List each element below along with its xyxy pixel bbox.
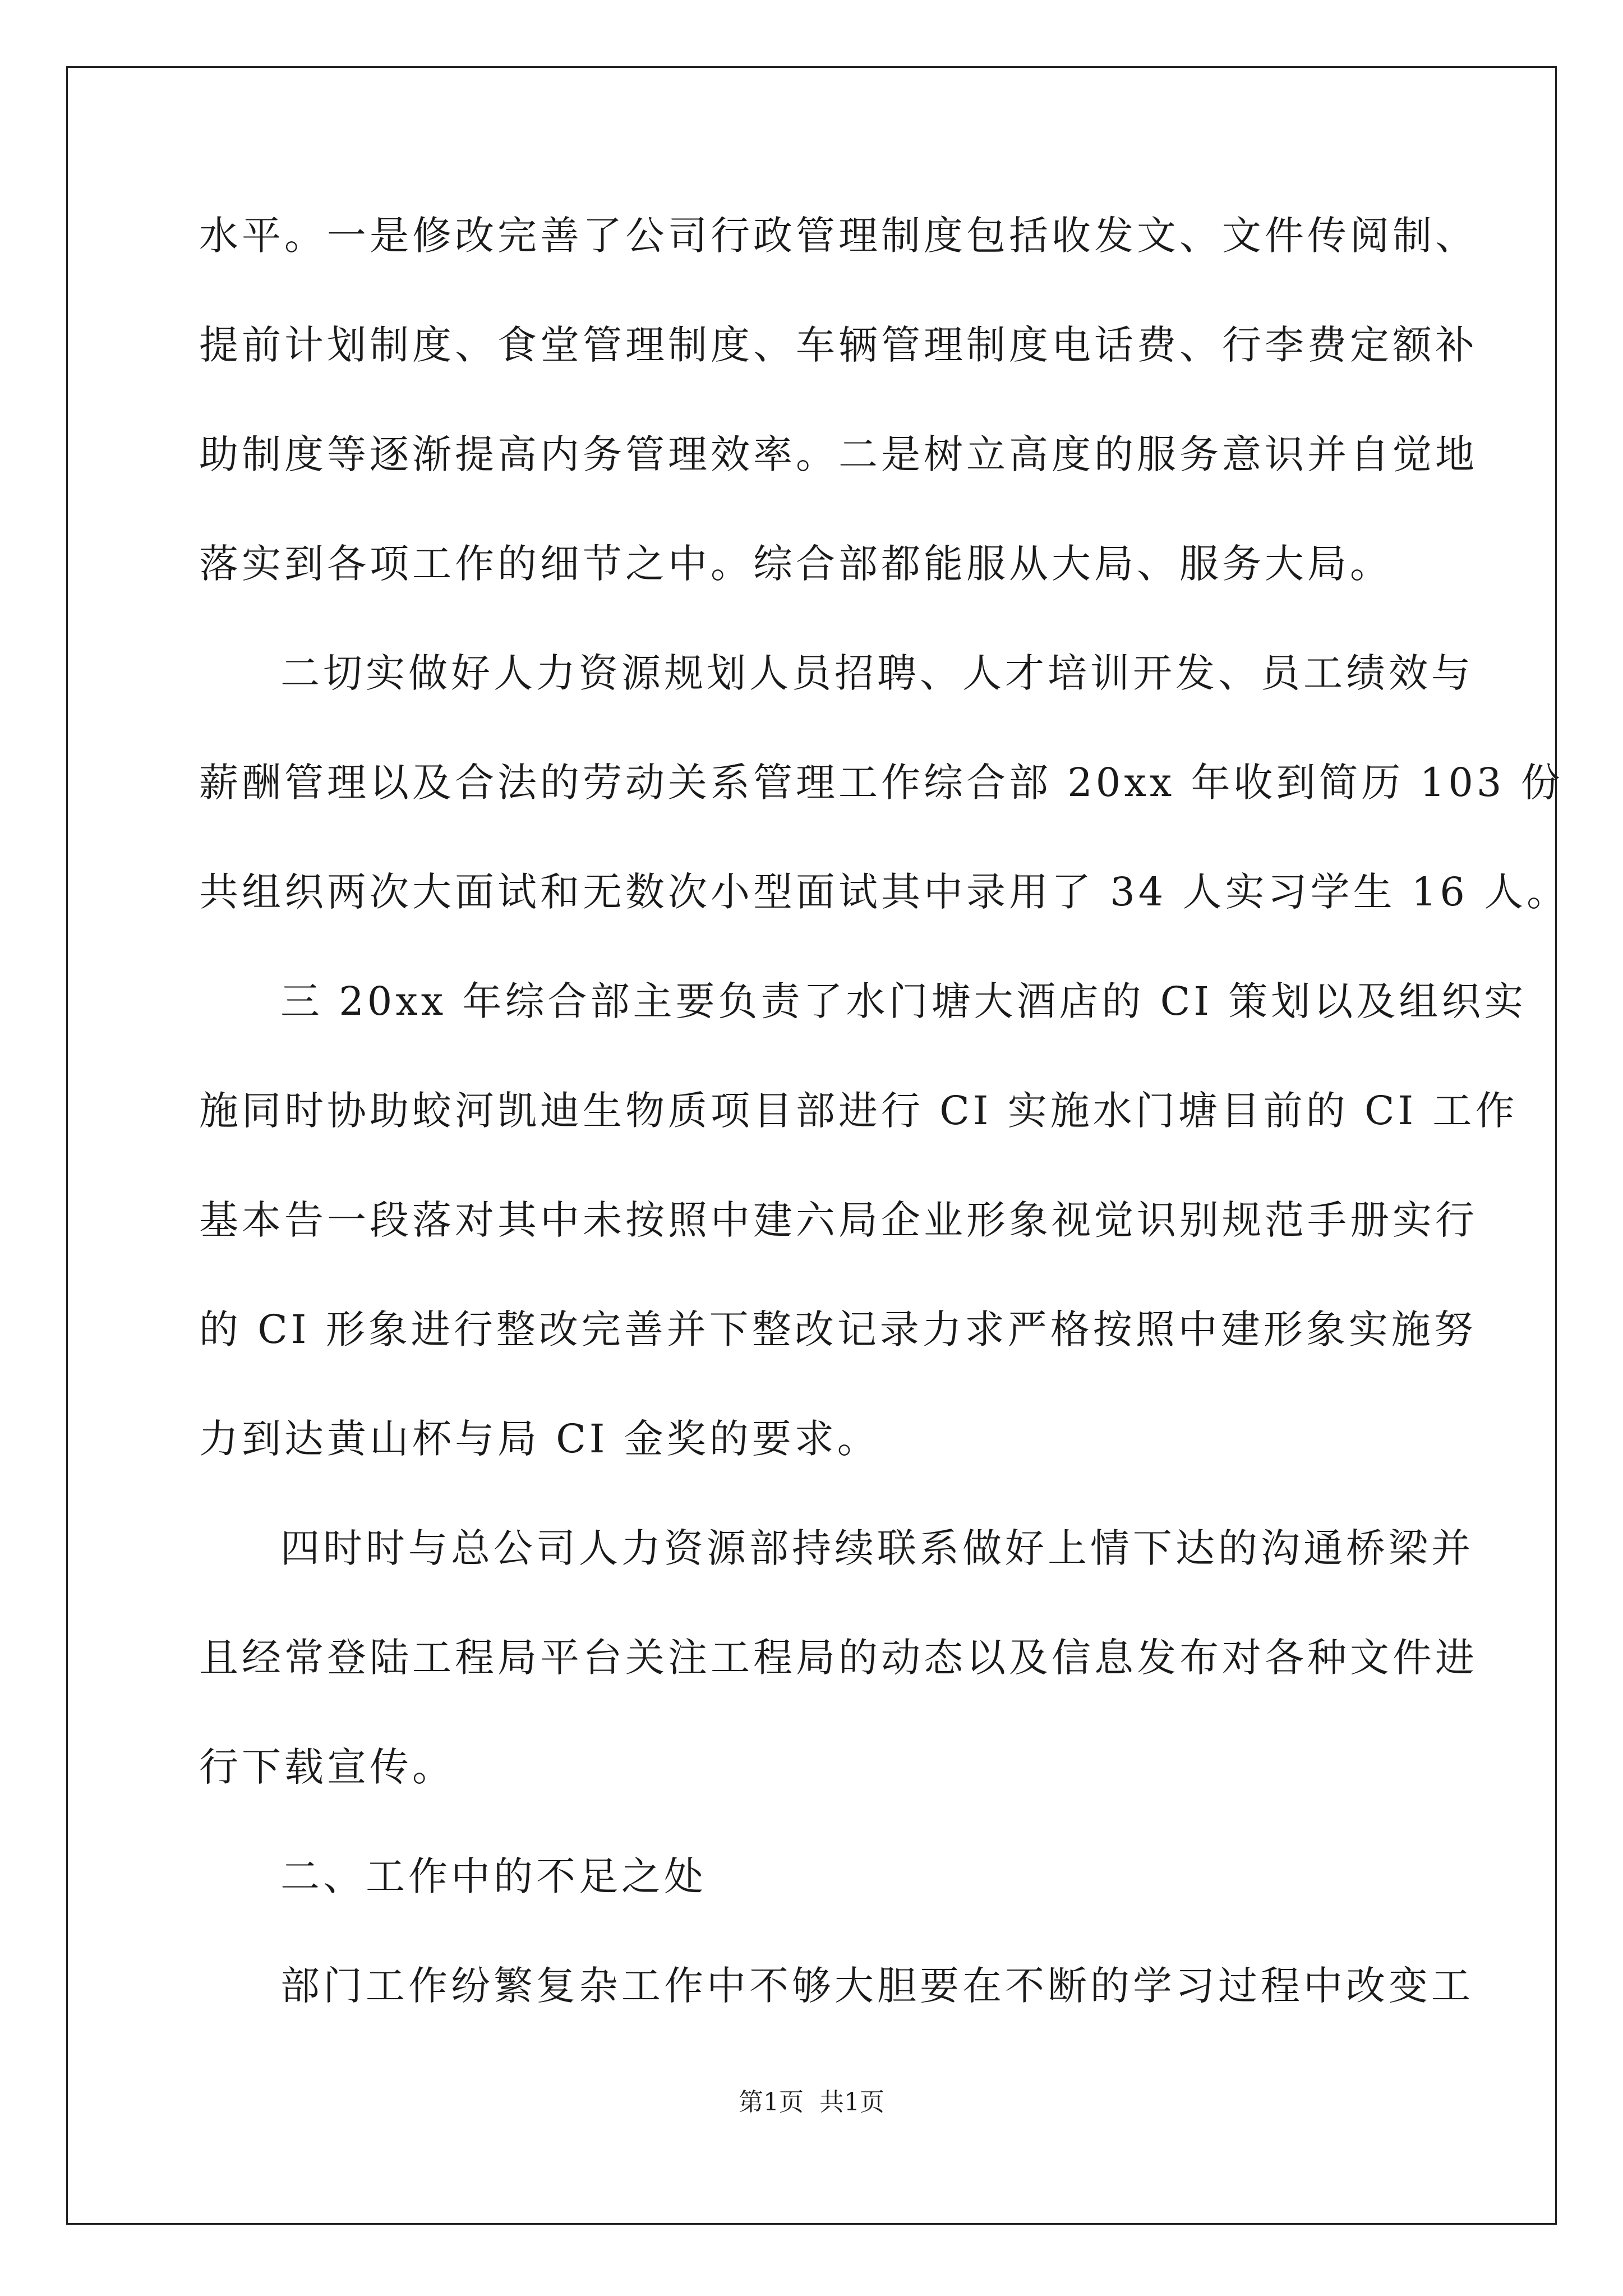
document-body [199,196,1570,2056]
text-line: 力到达黄山杯与局 CI 金奖的要求。 [199,1416,880,1462]
text-line: 行下载宣传。 [199,1744,455,1790]
text-line: 且经常登陆工程局平台关注工程局的动态以及信息发布对各种文件进 [199,1635,1478,1681]
text-line: 共组织两次大面试和无数次小型面试其中录用了 34 人实习学生 16 人。 [199,869,1570,915]
text-line: 基本告一段落对其中未按照中建六局企业形象视觉识别规范手册实行 [199,1197,1478,1243]
section-heading: 二、工作中的不足之处 [280,1853,707,1899]
paragraph-start-line: 二切实做好人力资源规划人员招聘、人才培训开发、员工绩效与 [280,650,1474,696]
paragraph-start-line: 部门工作纷繁复杂工作中不够大胆要在不断的学习过程中改变工 [280,1963,1474,2009]
text-line: 施同时协助蛟河凯迪生物质项目部进行 CI 实施水门塘目前的 CI 工作 [199,1088,1518,1134]
page-footer: 第1页 共1页 [739,2088,884,2116]
paragraph-start-line: 三 20xx 年综合部主要负责了水门塘大酒店的 CI 策划以及组织实 [280,978,1527,1024]
text-line: 的 CI 形象进行整改完善并下整改记录力求严格按照中建形象实施努 [199,1306,1477,1352]
text-line: 薪酬管理以及合法的劳动关系管理工作综合部 20xx 年收到简历 103 份 [199,760,1564,806]
text-line: 水平。一是修改完善了公司行政管理制度包括收发文、文件传阅制、 [199,213,1478,259]
text-line: 提前计划制度、食堂管理制度、车辆管理制度电话费、行李费定额补 [199,322,1478,368]
text-line: 助制度等逐渐提高内务管理效率。二是树立高度的服务意识并自觉地 [199,431,1478,477]
paragraph-start-line: 四时时与总公司人力资源部持续联系做好上情下达的沟通桥梁并 [280,1525,1474,1571]
text-line: 落实到各项工作的细节之中。综合部都能服从大局、服务大局。 [199,541,1393,587]
